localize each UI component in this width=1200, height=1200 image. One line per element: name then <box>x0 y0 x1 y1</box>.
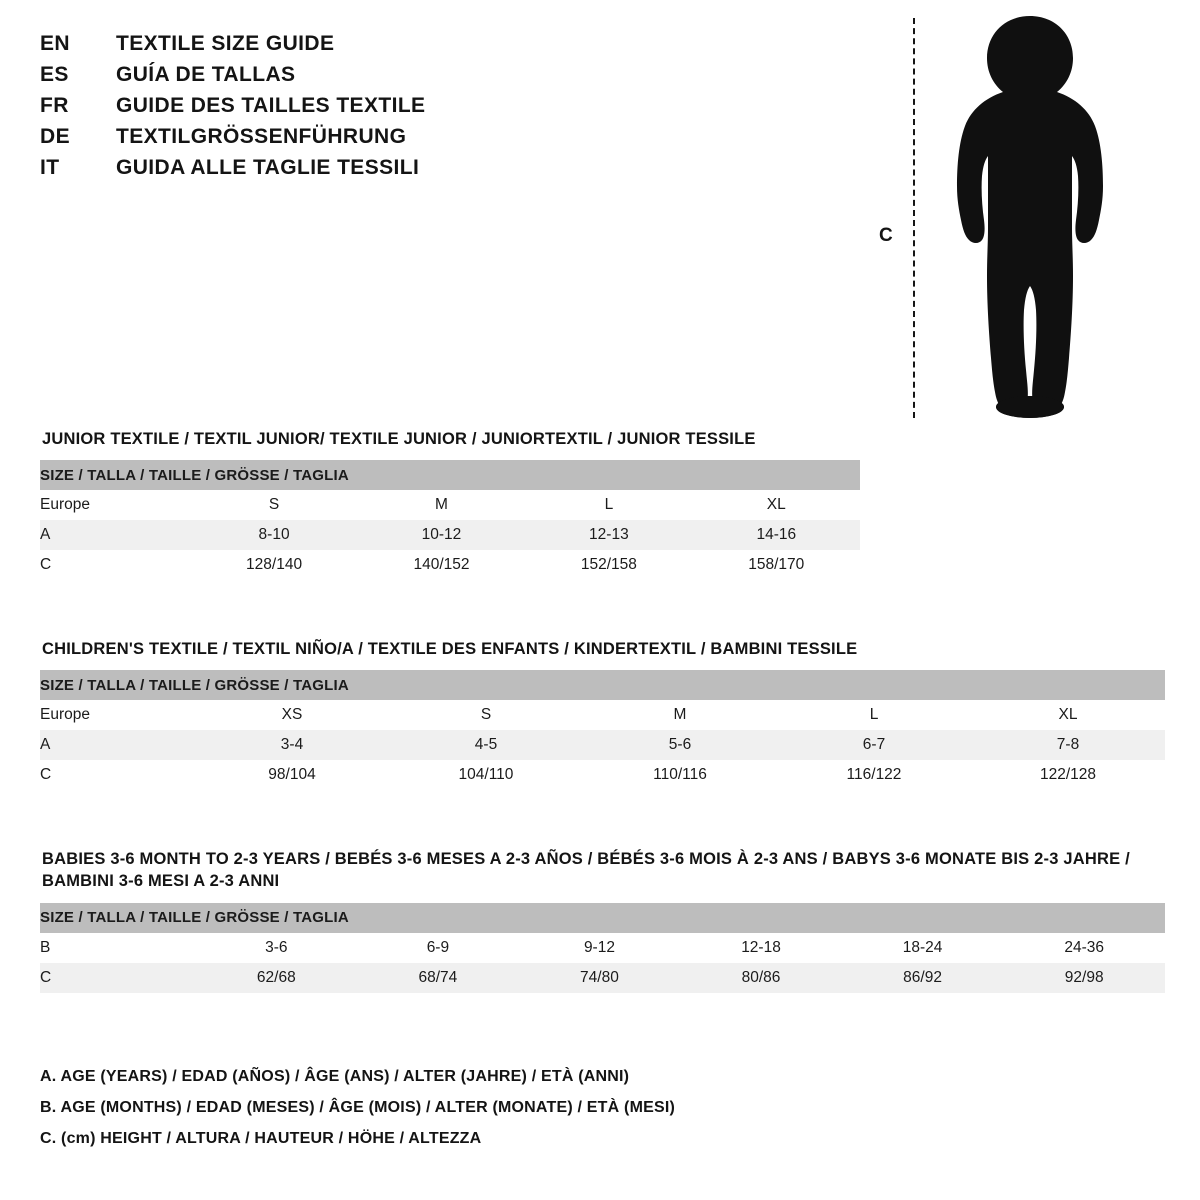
cell-value: 4-5 <box>389 730 583 760</box>
cell-value: 3-6 <box>196 933 358 963</box>
language-code-en: EN <box>40 32 70 55</box>
language-code-it: IT <box>40 156 60 179</box>
cell-value: 6-9 <box>357 933 519 963</box>
row-label-b: B <box>40 933 196 963</box>
cell-value: S <box>389 700 583 730</box>
junior-size-table <box>40 460 860 580</box>
table-band-row <box>40 903 1165 933</box>
cell-value: XL <box>971 700 1165 730</box>
table-band-row <box>40 670 1165 700</box>
cell-value: 110/116 <box>583 760 777 790</box>
cell-value: 14-16 <box>693 520 860 550</box>
title-block <box>40 32 660 187</box>
cell-value: 8-10 <box>190 520 357 550</box>
row-label-c: C <box>40 963 196 993</box>
figure-area <box>879 10 1145 420</box>
title-row-en <box>40 32 660 56</box>
footnote-b: B. AGE (MONTHS) / EDAD (MESES) / ÂGE (MOIS) / ALTER (MONATE) / ETÀ (MESI) <box>40 1099 676 1116</box>
section-title-babies: BABIES 3-6 MONTH TO 2-3 YEARS / BEBÉS 3-6 MESES A 2-3 AÑOS / BÉBÉS 3-6 MOIS À 2-3 ANS / BABYS 3-6 MONATE BIS 2-3 JAHRE / BAMBINI 3-6 MESI A 2-3 ANNI <box>42 850 1130 891</box>
cell-value: 5-6 <box>583 730 777 760</box>
cell-value: 128/140 <box>190 550 357 580</box>
title-row-de <box>40 125 660 149</box>
table-row <box>40 700 1165 730</box>
cell-value: 158/170 <box>693 550 860 580</box>
row-label-a: A <box>40 730 195 760</box>
table-row <box>40 760 1165 790</box>
table-row <box>40 963 1165 993</box>
language-code-fr: FR <box>40 94 69 117</box>
language-code-es: ES <box>40 63 69 86</box>
cell-value: 18-24 <box>842 933 1004 963</box>
table-row <box>40 933 1165 963</box>
title-text-en: TEXTILE SIZE GUIDE <box>116 32 335 55</box>
cell-value: M <box>358 490 525 520</box>
cell-value: L <box>777 700 971 730</box>
table-row <box>40 730 1165 760</box>
section-title-junior: JUNIOR TEXTILE / TEXTIL JUNIOR/ TEXTILE JUNIOR / JUNIORTEXTIL / JUNIOR TESSILE <box>42 430 756 448</box>
table-row <box>40 550 860 580</box>
cell-value: S <box>190 490 357 520</box>
children-size-table <box>40 670 1165 790</box>
cell-value: 3-4 <box>195 730 389 760</box>
cell-value: 86/92 <box>842 963 1004 993</box>
cell-value: 152/158 <box>525 550 692 580</box>
babies-size-table <box>40 903 1165 993</box>
cell-value: 7-8 <box>971 730 1165 760</box>
title-text-fr: GUIDE DES TAILLES TEXTILE <box>116 94 426 117</box>
cell-value: 12-13 <box>525 520 692 550</box>
cell-value: 116/122 <box>777 760 971 790</box>
title-row-es <box>40 63 660 87</box>
band-label-junior: SIZE / TALLA / TAILLE / GRÖSSE / TAGLIA <box>40 460 860 490</box>
cell-value: 140/152 <box>358 550 525 580</box>
title-text-it: GUIDA ALLE TAGLIE TESSILI <box>116 156 420 179</box>
section-junior <box>40 428 1165 580</box>
row-label-c: C <box>40 550 190 580</box>
section-babies <box>40 848 1165 993</box>
row-label-c: C <box>40 760 195 790</box>
title-row-fr <box>40 94 660 118</box>
height-dashed-line <box>913 18 915 418</box>
cell-value: 80/86 <box>680 963 842 993</box>
row-label-a: A <box>40 520 190 550</box>
cell-value: L <box>525 490 692 520</box>
cell-value: 98/104 <box>195 760 389 790</box>
section-title-children: CHILDREN'S TEXTILE / TEXTIL NIÑO/A / TEXTILE DES ENFANTS / KINDERTEXTIL / BAMBINI TESSILE <box>42 640 858 658</box>
language-code-de: DE <box>40 125 70 148</box>
title-text-es: GUÍA DE TALLAS <box>116 63 296 86</box>
child-silhouette-icon <box>935 14 1125 419</box>
table-band-row <box>40 460 860 490</box>
cell-value: 12-18 <box>680 933 842 963</box>
height-measure-label: C <box>879 225 893 246</box>
band-label-children: SIZE / TALLA / TAILLE / GRÖSSE / TAGLIA <box>40 670 1165 700</box>
cell-value: 6-7 <box>777 730 971 760</box>
cell-value: 104/110 <box>389 760 583 790</box>
footnote-c: C. (cm) HEIGHT / ALTURA / HAUTEUR / HÖHE / ALTEZZA <box>40 1130 482 1147</box>
cell-value: XL <box>693 490 860 520</box>
title-row-it <box>40 156 660 180</box>
cell-value: 68/74 <box>357 963 519 993</box>
cell-value: XS <box>195 700 389 730</box>
cell-value: 74/80 <box>519 963 681 993</box>
cell-value: 10-12 <box>358 520 525 550</box>
row-label-europe: Europe <box>40 700 195 730</box>
cell-value: 24-36 <box>1003 933 1165 963</box>
table-row <box>40 490 860 520</box>
table-row <box>40 520 860 550</box>
cell-value: 122/128 <box>971 760 1165 790</box>
footnote-a: A. AGE (YEARS) / EDAD (AÑOS) / ÂGE (ANS) / ALTER (JAHRE) / ETÀ (ANNI) <box>40 1068 630 1085</box>
row-label-europe: Europe <box>40 490 190 520</box>
section-children <box>40 638 1165 790</box>
footnotes <box>40 1068 1040 1161</box>
band-label-babies: SIZE / TALLA / TAILLE / GRÖSSE / TAGLIA <box>40 903 1165 933</box>
cell-value: 9-12 <box>519 933 681 963</box>
title-text-de: TEXTILGRÖSSENFÜHRUNG <box>116 125 407 148</box>
cell-value: 62/68 <box>196 963 358 993</box>
cell-value: 92/98 <box>1003 963 1165 993</box>
cell-value: M <box>583 700 777 730</box>
